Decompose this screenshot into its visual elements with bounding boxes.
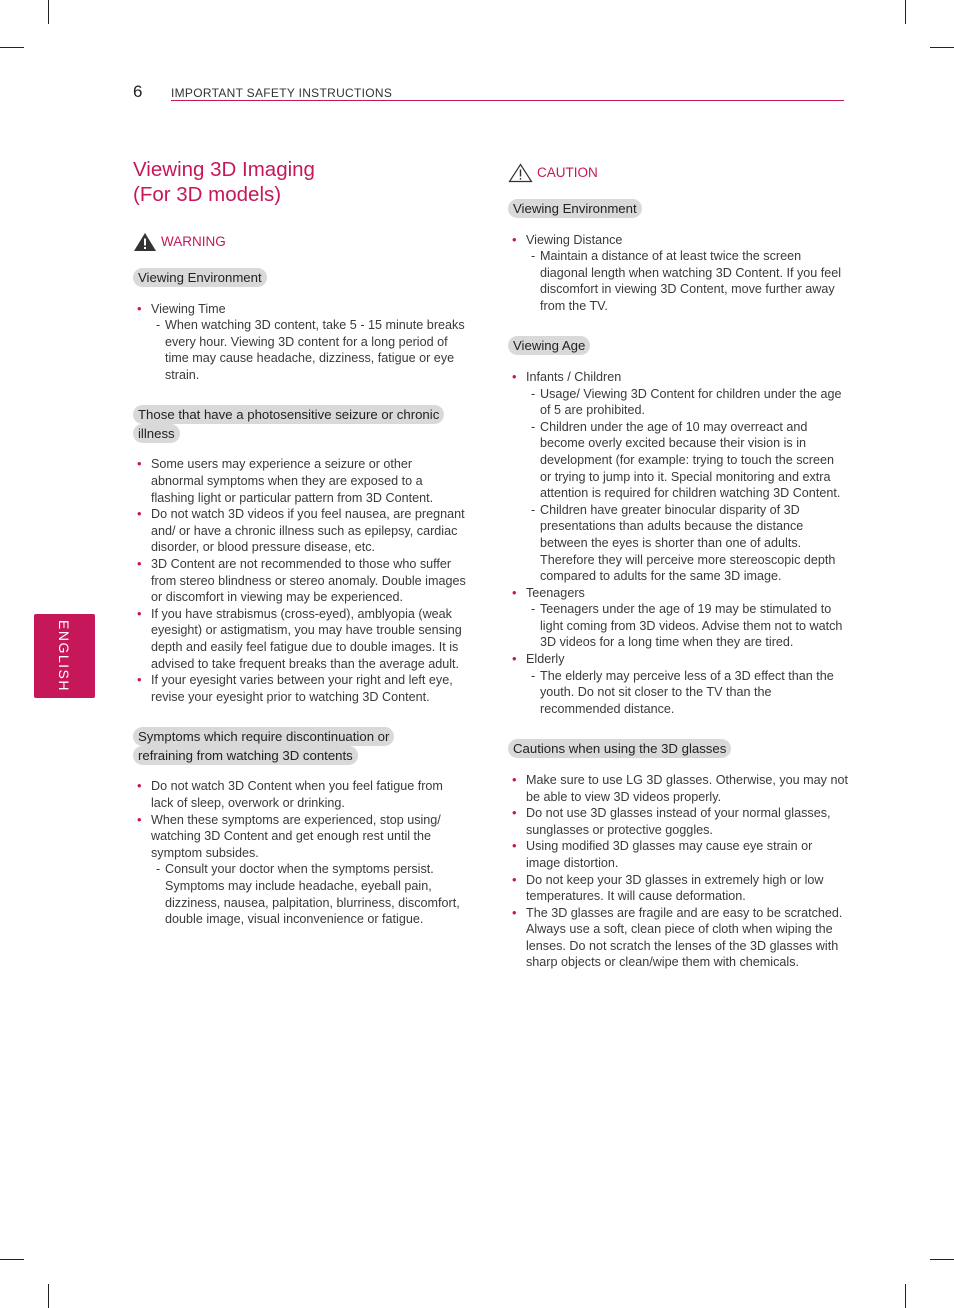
warning-icon: [133, 232, 157, 252]
list-item: [526, 232, 848, 315]
title-line-2: (For 3D models): [133, 183, 282, 206]
section-heading-text: Viewing Age: [508, 336, 590, 355]
sub-item-text: Maintain a distance of at least twice the screen diagonal length when watching 3D Content. If you feel discomfort in viewing 3D Content, move further away from the TV.: [540, 249, 842, 313]
sub-item-text: Usage/ Viewing 3D Content for children under the age of 5 are prohibited.: [540, 386, 842, 418]
right-column: [508, 163, 848, 971]
language-tab-label: ENGLISH: [56, 620, 72, 692]
list-item-text: Make sure to use LG 3D glasses. Otherwise, you may not be able to view 3D videos properly.: [526, 772, 848, 804]
sub-item-text: When watching 3D content, take 5 - 15 minute breaks every hour. Viewing 3D content for a long period of time may cause headache, dizziness, fatigue or eye strain.: [165, 318, 465, 382]
bullet-list: [133, 778, 468, 927]
section-heading: [133, 269, 468, 288]
title-line-1: Viewing 3D Imaging: [133, 158, 315, 181]
bullet-list: [133, 456, 468, 705]
running-head: IMPORTANT SAFETY INSTRUCTIONS: [171, 86, 393, 100]
section-heading-text: Viewing Environment: [508, 199, 642, 218]
list-item-text: Do not watch 3D Content when you feel fatigue from lack of sleep, overwork or drinking.: [151, 779, 443, 810]
list-item-text: Viewing Distance: [526, 232, 623, 247]
list-item-text: Teenagers: [526, 585, 585, 600]
crop-mark: [48, 1284, 49, 1308]
section-heading: [508, 200, 848, 219]
sub-item-text: Children under the age of 10 may overreact and become overly excited because their vision is in development (for example: trying to touch the screen or trying to jump into it. Special monitoring and extra attention is required for children watching 3D Content.: [540, 419, 841, 501]
list-item-text: Do not use 3D glasses instead of your normal glasses, sunglasses or protective goggles.: [526, 806, 831, 837]
bullet-list: [508, 232, 848, 315]
section-heading-text: Viewing Environment: [133, 268, 267, 287]
list-item: [151, 672, 468, 705]
list-item-text: 3D Content are not recommended to those who suffer from stereo blindness or stereo anomaly. Double images or discomfort in viewing may be experienced.: [151, 557, 466, 605]
section-heading-text: Cautions when using the 3D glasses: [508, 739, 731, 758]
sub-item-text: Teenagers under the age of 19 may be stimulated to light coming from 3D videos. Advise them not to watch 3D videos for a long time when they are tired.: [540, 602, 843, 650]
list-item-text: Do not watch 3D videos if you feel nausea, are pregnant and/ or have a chronic illness such as epilepsy, cardiac disorder, or blood pressure disease, etc.: [151, 507, 465, 555]
crop-mark: [905, 1284, 906, 1308]
sub-item: [151, 861, 468, 927]
sub-item: [526, 419, 848, 502]
bullet-list: [508, 772, 848, 971]
sub-item: [526, 502, 848, 585]
warning-label: [133, 232, 468, 252]
sub-item: [151, 317, 468, 383]
list-item-text: Viewing Time: [151, 301, 226, 316]
section-heading: [133, 728, 443, 765]
page-number: 6: [133, 82, 143, 101]
sub-item: [526, 668, 848, 718]
list-item: [526, 369, 848, 585]
list-item-text: When these symptoms are experienced, stop using/ watching 3D Content and get enough rest until the symptom subsides.: [151, 812, 441, 860]
section-heading: [508, 740, 848, 759]
section-heading: [133, 406, 443, 443]
caution-text: CAUTION: [537, 164, 598, 180]
sub-item-text: The elderly may perceive less of a 3D effect than the youth. Do not sit closer to the TV than the recommended distance.: [540, 668, 834, 716]
list-item-text: Do not keep your 3D glasses in extremely high or low temperatures. It will cause deformation.: [526, 872, 824, 904]
caution-label: [508, 163, 848, 183]
list-item: [151, 812, 468, 928]
crop-mark: [0, 1259, 24, 1260]
list-item: [526, 805, 848, 838]
list-item: [151, 556, 468, 606]
language-tab: [34, 614, 95, 698]
list-item: [526, 651, 848, 717]
crop-mark: [0, 47, 24, 48]
list-item: [526, 838, 848, 871]
list-item: [151, 506, 468, 556]
list-item-text: Some users may experience a seizure or other abnormal symptoms when they are exposed to a flashing light or particular pattern from 3D Content.: [151, 457, 434, 505]
sub-item: [526, 248, 848, 314]
section-heading: [508, 337, 848, 356]
sub-item: [526, 601, 848, 651]
list-item-text: If you have strabismus (cross-eyed), amblyopia (weak eyesight) or astigmatism, you may have trouble sensing depth and easily feel fatigue due to double images. It is advised to take frequent breaks than the average adult.: [151, 606, 462, 671]
sub-item-text: Consult your doctor when the symptoms persist. Symptoms may include headache, eyeball pain, dizziness, nausea, palpitation, blurriness, discomfort, double image, visual inconvenience or fatigue.: [165, 862, 460, 927]
bullet-list: [508, 369, 848, 717]
list-item: [151, 456, 468, 506]
sub-item-text: Children have greater binocular disparity of 3D presentations than adults because the distance between the eyes is shorter than one of adults. Therefore they will perceive more stereoscopic depth compared to adults for the same 3D image.: [540, 502, 836, 584]
list-item: [526, 585, 848, 651]
crop-mark: [930, 1259, 954, 1260]
sub-item: [526, 386, 848, 419]
list-item: [151, 301, 468, 384]
bullet-list: [133, 301, 468, 384]
list-item: [526, 772, 848, 805]
list-item: [151, 778, 468, 811]
list-item-text: Using modified 3D glasses may cause eye strain or image distortion.: [526, 839, 813, 870]
header-rule: [171, 100, 844, 101]
list-item: [526, 872, 848, 905]
list-item-text: The 3D glasses are fragile and are easy to be scratched. Always use a soft, clean piece of cloth when wiping the lenses. Do not scratch the lenses of the 3D glasses with sharp objects or clean/wipe them with chemicals.: [526, 905, 843, 970]
crop-mark: [930, 47, 954, 48]
list-item: [151, 606, 468, 672]
warning-text: WARNING: [161, 233, 226, 249]
page-title: [133, 157, 468, 207]
crop-mark: [48, 0, 49, 24]
list-item: [526, 905, 848, 971]
crop-mark: [905, 0, 906, 24]
list-item-text: Infants / Children: [526, 369, 622, 384]
caution-icon: [508, 163, 533, 183]
section-heading-text: Symptoms which require discontinuation or refraining from watching 3D contents: [133, 727, 394, 765]
section-heading-text: Those that have a photosensitive seizure or chronic illness: [133, 405, 444, 443]
list-item-text: Elderly: [526, 652, 565, 667]
list-item-text: If your eyesight varies between your right and left eye, revise your eyesight prior to watching 3D Content.: [151, 673, 453, 704]
left-column: [133, 157, 468, 928]
